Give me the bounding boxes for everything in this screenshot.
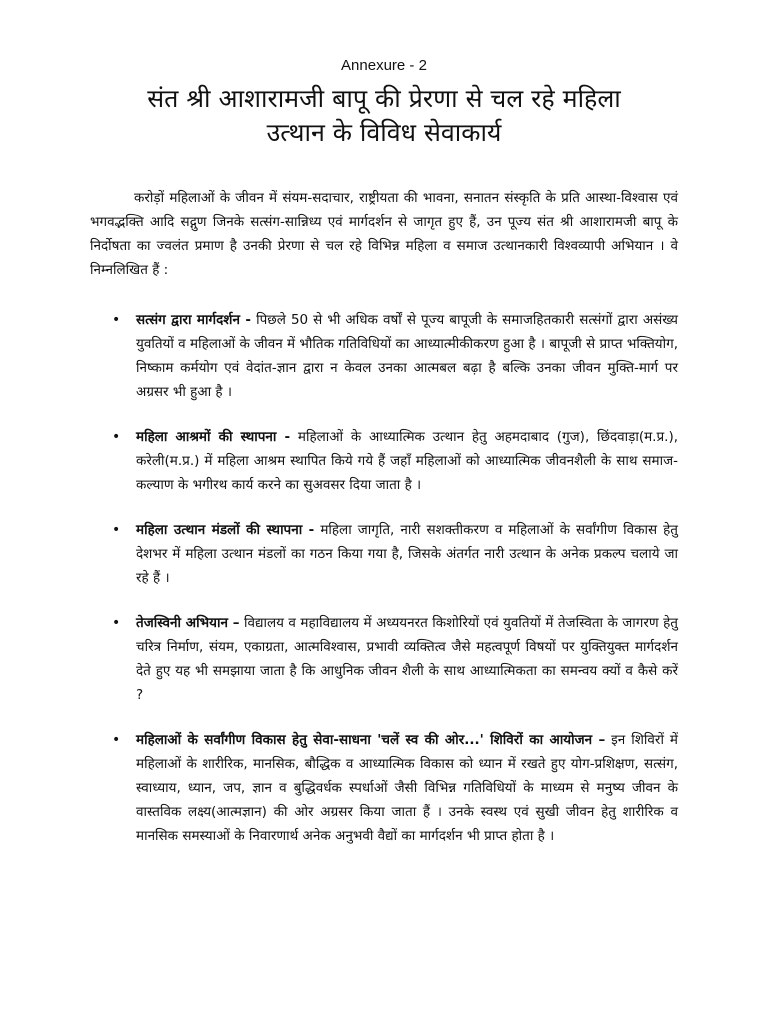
bullet-icon: • (112, 615, 121, 631)
document-title (90, 82, 678, 150)
bullet-icon: • (112, 732, 121, 748)
item-text: महिलाओं के आध्यात्मिक उत्थान हेतु अहमदाबाद (गुज), छिंदवाड़ा(म.प्र.), करेली(म.प्र.) में महिला आश्रम स्थापित किये गये हैं जहाँ महिलाओं को आध्यात्मिक जीवनशैली के साथ समाज-कल्याण के भगीरथ कार्य करने का सुअवसर दिया जाता है । (136, 429, 678, 493)
annexure-label: Annexure - 2 (341, 57, 427, 74)
list-item (90, 425, 678, 497)
list-item (90, 308, 678, 404)
title-line-1: संत श्री आशारामजी बापू की प्रेरणा से चल रहे महिला (147, 84, 621, 113)
item-heading: तेजस्विनी अभियान – (136, 615, 240, 631)
bullet-icon: • (112, 522, 121, 538)
item-heading: महिलाओं के सर्वांगीण विकास हेतु सेवा-साधना 'चलें स्व की ओर...' शिविरों का आयोजन – (136, 732, 606, 748)
item-heading: महिला उत्थान मंडलों की स्थापना - (136, 522, 315, 538)
title-line-2: उत्थान के विविध सेवाकार्य (266, 118, 502, 147)
list-item (90, 518, 678, 590)
activity-list (90, 308, 678, 848)
bullet-icon: • (112, 312, 121, 328)
item-heading: महिला आश्रमों की स्थापना - (136, 429, 291, 445)
item-text: विद्यालय व महाविद्यालय में अध्ययनरत किशोरियों एवं युवतियों में तेजस्विता के जागरण हेतु चरित्र निर्माण, संयम, एकाग्रता, आत्मविश्वास, प्रभावी व्यक्तित्व जैसे महत्वपूर्ण विषयों पर युक्तियुक्त मार्गदर्शन देते हुए यह भी समझाया जाता है कि आधुनिक जीवन शैली के साथ आध्यात्मिकता का समन्वय क्यों व कैसे करें ? (136, 615, 678, 703)
item-text: पिछले 50 से भी अधिक वर्षों से पूज्य बापूजी के समाजहितकारी सत्संगों द्वारा असंख्य युवतियों व महिलाओं के जीवन में भौतिक गतिविधियों का आध्यात्मीकीकरण हुआ है । बापूजी से प्राप्त भक्तियोग, निष्काम कर्मयोग एवं वेदांत-ज्ञान द्वारा न केवल उनका आत्मबल बढ़ा है बल्कि उनका जीवन मुक्ति-मार्ग पर अग्रसर भी हुआ है । (136, 312, 678, 400)
list-item (90, 728, 678, 848)
intro-paragraph: करोड़ों महिलाओं के जीवन में संयम-सदाचार, राष्ट्रीयता की भावना, सनातन संस्कृति के प्रति आस्था-विश्वास एवं भगवद्भक्ति आदि सद्गुण जिनके सत्संग-सान्निध्य एवं मार्गदर्शन से जागृत हुए हैं, उन पूज्य संत श्री आशारामजी बापू के निर्दोषता का ज्वलंत प्रमाण है उनकी प्रेरणा से चल रहे विभिन्न महिला व समाज उत्थानकारी विश्वव्यापी अभियान । वे निम्नलिखित हैं : (90, 190, 678, 278)
bullet-icon: • (112, 429, 121, 445)
list-item (90, 611, 678, 707)
item-text: इन शिविरों में महिलाओं के शारीरिक, मानसिक, बौद्धिक व आध्यात्मिक विकास को ध्यान में रखते हुए योग-प्रशिक्षण, सत्संग, स्वाध्याय, ध्यान, जप, ज्ञान व बुद्धिवर्धक स्पर्धाओं जैसी विभिन्न गतिविधियों के माध्यम से मनुष्य जीवन के वास्तविक लक्ष्य(आत्मज्ञान) की ओर अग्रसर किया जाता हैं । उनके स्वस्थ एवं सुखी जीवन हेतु शारीरिक व मानसिक समस्याओं के निवारणार्थ अनेक अनुभवी वैद्यों का मार्गदर्शन भी प्राप्त होता है । (136, 732, 678, 844)
item-heading: सत्संग द्वारा मार्गदर्शन - (136, 312, 252, 328)
item-text: महिला जागृति, नारी सशक्तीकरण व महिलाओं के सर्वांगीण विकास हेतु देशभर में महिला उत्थान मंडलों का गठन किया गया है, जिसके अंतर्गत नारी उत्थान के अनेक प्रकल्प चलाये जा रहे हैं । (136, 522, 678, 586)
